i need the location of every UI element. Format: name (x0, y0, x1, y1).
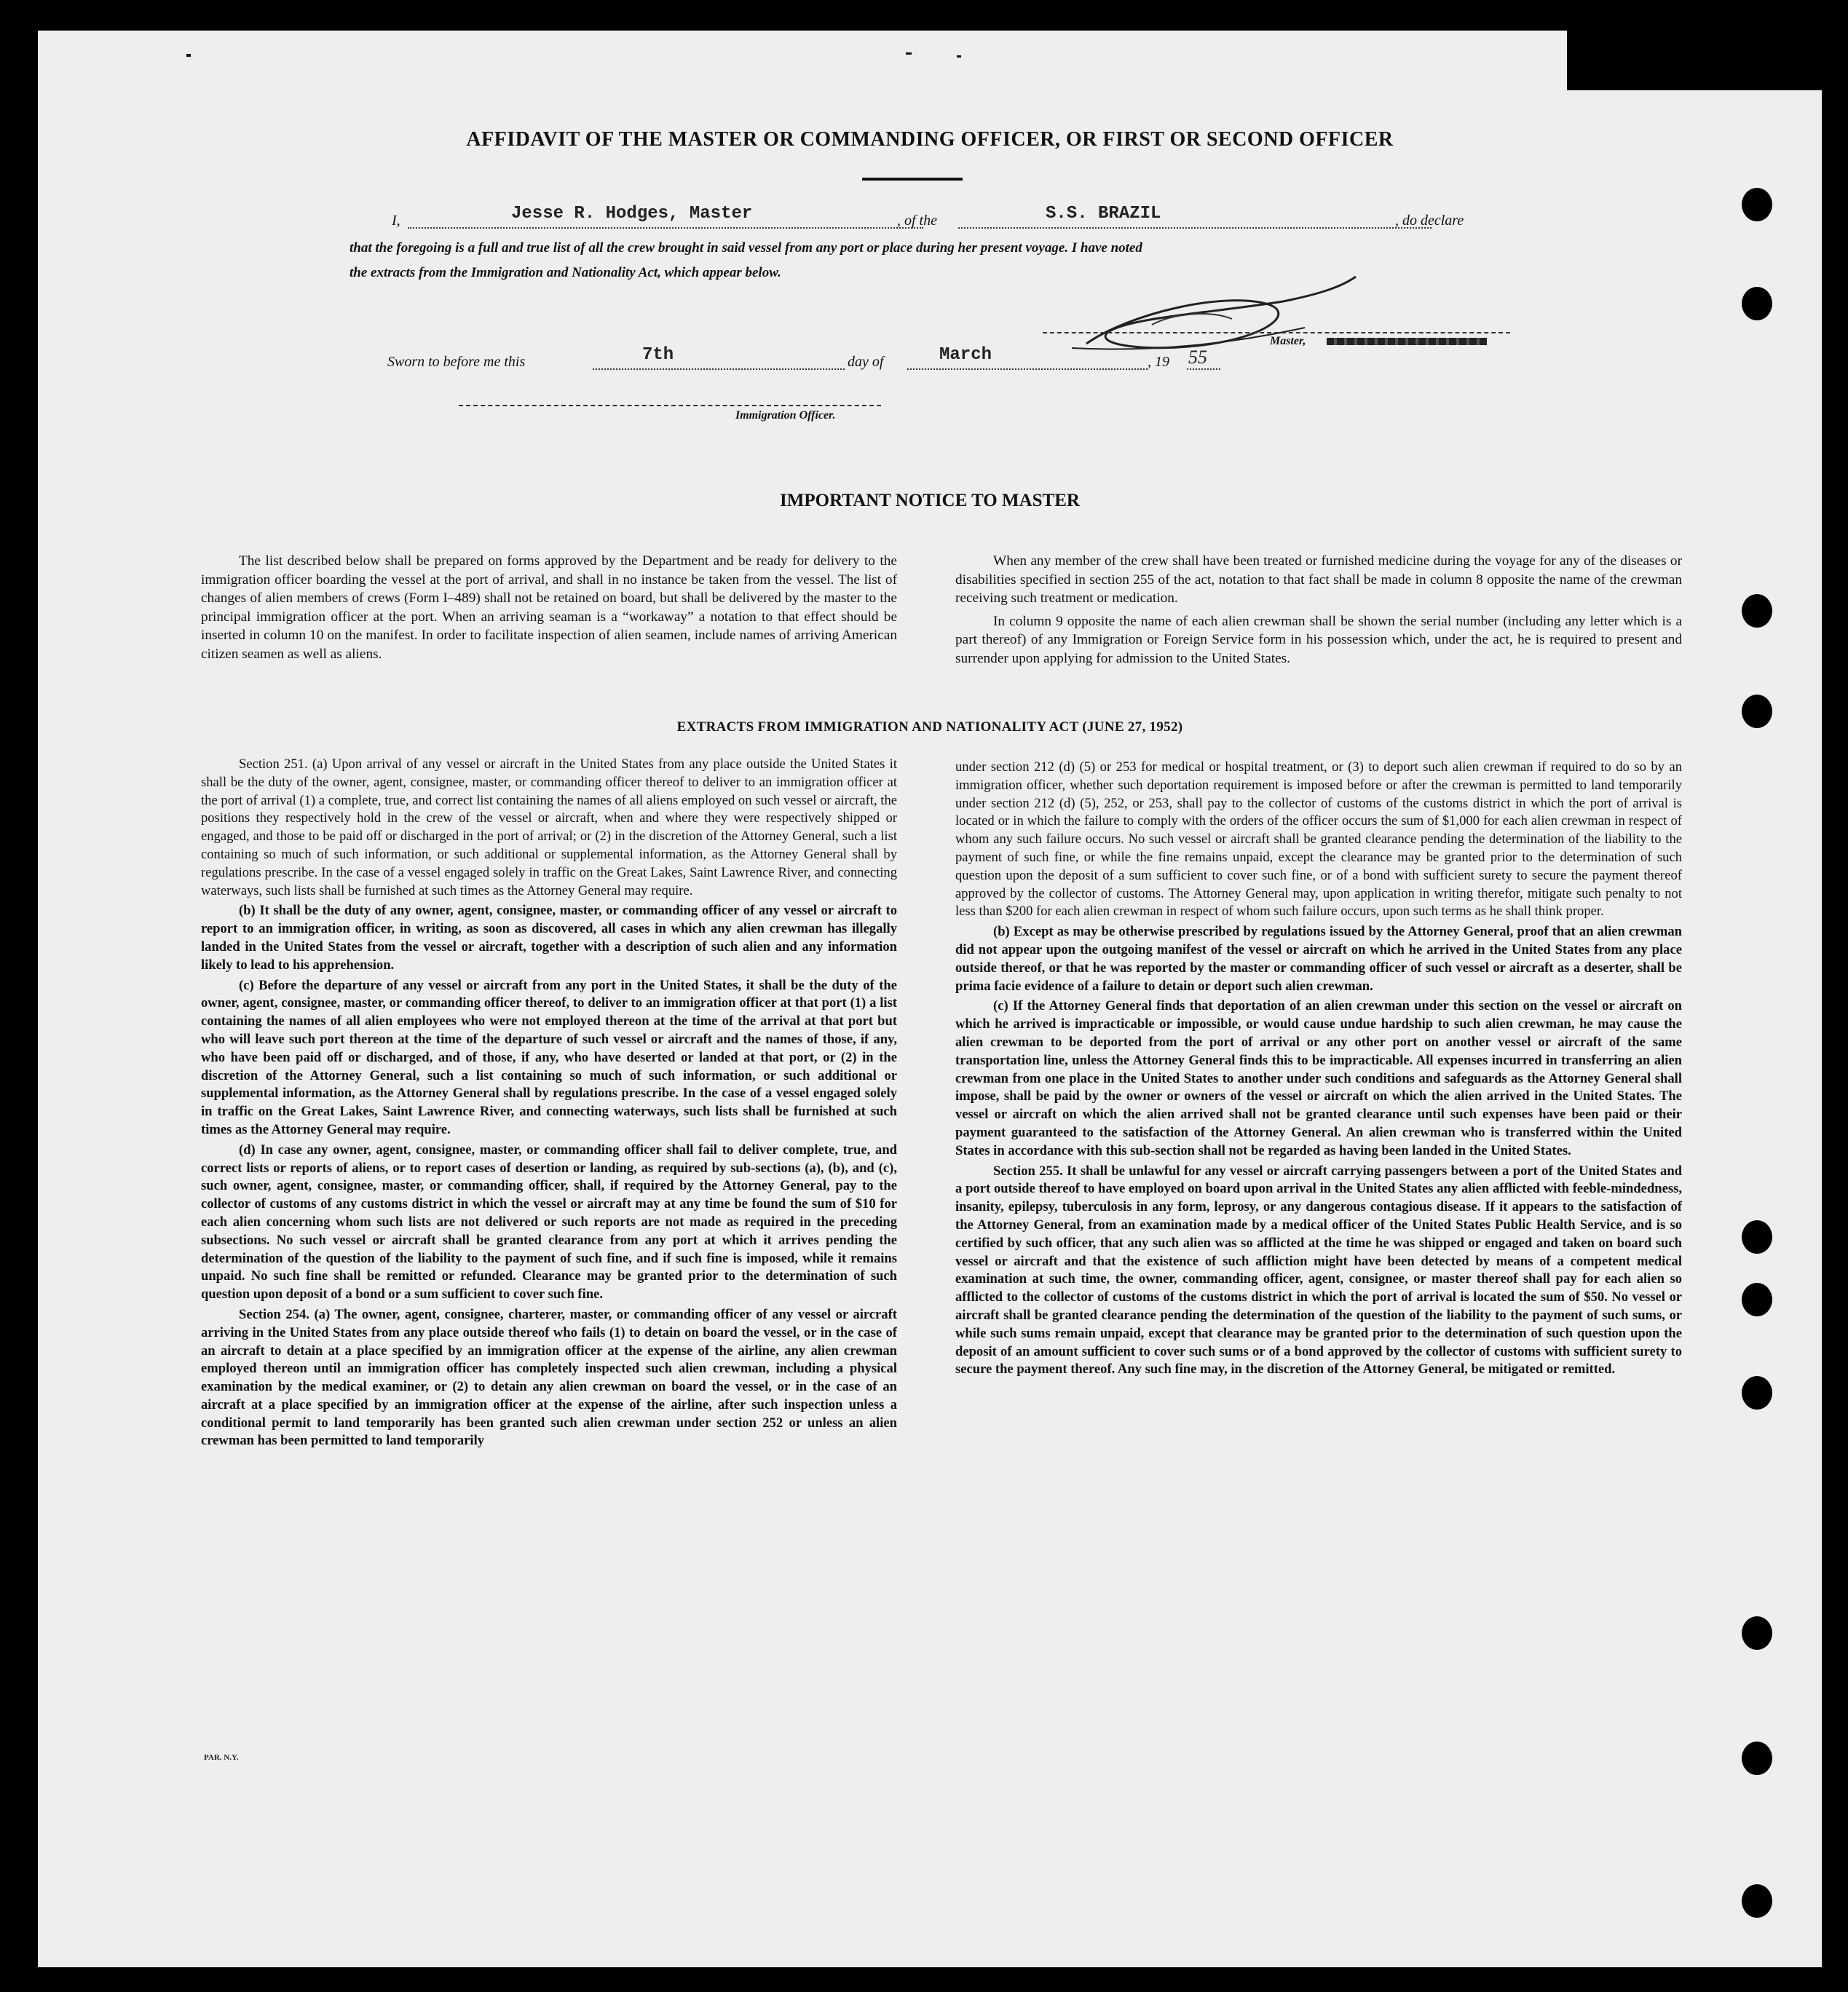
section-254-a-continued: under section 212 (d) (5) or 253 for medical or hospital treatment, or (3) to deport such alien crewman if required to do so by an immigration officer, whether such deportation requirement is imposed before or after the crewman is permitted to land temporarily under section 212 (d) (5), 252, or 253, shall pay to the collector of customs of the customs district in which the port of arrival is located or in which the failure to comply with the orders of the officer occurs the sum of $1,000 for each alien crewman in respect of whom any such failure occurs. No such vessel or aircraft shall be granted clearance pending the determination of the liability to the payment of such fine, or while the fine remains unpaid, except the clearance may be granted prior to the determination of such question upon the deposit of a sum sufficient to cover such fine, or of a bond with sufficient surety to secure the payment thereof approved by the collector of customs. The Attorney General may, upon application in writing therefor, mitigate such penalty to not less than $200 for each alien crewman in respect of whom such failure occurs, upon such terms as he shall think proper. (955, 759, 1682, 920)
punch-hole (1742, 287, 1772, 320)
sworn-month-field[interactable]: March (939, 345, 992, 365)
punch-hole (1742, 1376, 1772, 1410)
vessel-name-field[interactable]: S.S. BRAZIL (1046, 204, 1161, 224)
declaration-line-2: the extracts from the Immigration and Nationality Act, which appear below. (350, 265, 781, 280)
document-page (38, 31, 1822, 1967)
year-prefix: , 19 (1148, 354, 1169, 370)
sworn-year-field[interactable]: 55 (1188, 347, 1207, 368)
sworn-day-field[interactable]: 7th (642, 345, 674, 365)
section-255: Section 255. It shall be unlawful for any vessel or aircraft carrying passengers between a port of the United States and a port outside thereof to have employed on board upon arrival in the United States any alien afflicted with feeble-mindedness, insanity, epilepsy, tuberculosis in any form, leprosy, or any dangerous contagious disease. If it appears to the satisfaction of the Attorney General, from an examination made by a medical officer of the United States Public Health Service, and is so certified by such officer, that any such alien was so afflicted at the time he was shipped or engaged and taken on board such vessel or aircraft and that the existence of such affliction might have been detected by means of a competent medical examination at such time, the owner, commanding officer, agent, consignee, or master thereof shall pay for each alien so afflicted to the collector of customs of the customs district in which the port of arrival is located the sum of $50. No vessel or aircraft shall be granted clearance pending the determination of the question of the liability to the payment of such sums, or while such sums remain unpaid, except that clearance may be granted prior to the determination of such question upon the deposit of an amount sufficient to cover such sums or of a bond approved by the collector of customs with sufficient surety to secure the payment thereof. Any such fine may, in the discretion of the Attorney General, be mitigated or remitted. (955, 1163, 1682, 1378)
affidavit-title: AFFIDAVIT OF THE MASTER OR COMMANDING OFFICER, OR FIRST OR SECOND OFFICER (466, 128, 1394, 151)
notice-right-paragraph-1: When any member of the crew shall have been treated or furnished medicine during the voyage for any of the diseases or disabilities specified in section 255 of the act, notation to that fact shall be made in column 8 opposite the name of the crewman receiving such treatment or medication. (955, 553, 1682, 606)
printer-mark: PAR. N.Y. (204, 1753, 239, 1762)
section-254-a: Section 254. (a) The owner, agent, consignee, charterer, master, or commanding officer of any vessel or aircraft arriving in the United States from any place outside thereof who fails (1) to detain on board the vessel, or in the case of an aircraft to detain at a place specified by an immigration officer at the expense of the airline, any alien crewman employed thereon until an immigration officer has completely inspected such alien crewman, including a physical examination by the medical examiner, or (2) to detain any alien crewman on board the vessel, or in the case of an aircraft at a place specified by an immigration officer at the expense of the airline, after such inspection unless a conditional permit to land temporarily has been granted such alien crewman under section 252 or unless an alien crewman has been permitted to land temporarily (201, 1306, 897, 1449)
of-the-label: , of the (897, 213, 937, 229)
master-signature-line (1043, 332, 1510, 333)
notice-title: IMPORTANT NOTICE TO MASTER (780, 491, 1080, 510)
notice-left-column (201, 552, 897, 666)
title-rule (862, 178, 963, 181)
section-251-c: (c) Before the departure of any vessel or aircraft from any port in the United States, it shall be the duty of the owner, agent, consignee, master, or commanding officer thereof, to deliver to an immigration officer at that port (1) a list containing the names of all alien employees who were not employed thereon at the time of the arrival at that port but who will leave such port thereon at the time of the departure of such vessel or aircraft and the names of those, if any, who have been paid off or discharged, and of those, if any, who have deserted or landed at that port, or (2) in the discretion of the Attorney General, such a list containing so much of such information, or such additional or supplemental information, as the Attorney General shall by regulations prescribe. In the case of a vessel engaged solely in traffic on the Great Lakes, Saint Lawrence River, and connecting waterways, such lists shall be furnished at such times as the Attorney General may require. (201, 977, 897, 1137)
punch-hole (1742, 1884, 1772, 1918)
notice-left-paragraph: The list described below shall be prepared on forms approved by the Department and be ready for delivery to the immigration officer boarding the vessel at the port of arrival, and shall in no instance be taken from the vessel. The list of changes of alien members of crews (Form I–489) shall not be retained on board, but shall be delivered by the master to the principal immigration officer at the port. When an arriving seaman is a “workaway” a notation to that effect should be inserted in column 10 on the manifest. In order to facilitate inspection of alien seamen, include names of arriving American citizen seamen as well as aliens. (201, 553, 897, 662)
punch-hole (1742, 1616, 1772, 1650)
section-254-b: (b) Except as may be otherwise prescribed by regulations issued by the Attorney General, proof that an alien crewman did not appear upon the outgoing manifest of the vessel or aircraft on which he arrived in the United States from any place outside thereof, or that he was reported by the master or commanding officer of such vessel or aircraft as a deserter, shall be prima facie evidence of a failure to detain or deport such alien crewman. (955, 924, 1682, 994)
i-label: I, (392, 213, 400, 229)
sworn-month-line (907, 368, 1148, 370)
page-corner-notch (1567, 31, 1822, 90)
notice-right-column (955, 552, 1682, 671)
speck (906, 52, 912, 55)
sworn-year-line (1187, 368, 1220, 370)
speck (186, 54, 191, 57)
master-name-field[interactable]: Jesse R. Hodges, Master (511, 204, 753, 224)
sworn-day-line (593, 368, 845, 370)
section-251-a: Section 251. (a) Upon arrival of any vessel or aircraft in the United States from any place outside the United States it shall be the duty of the owner, agent, consignee, master, or commanding officer thereof to deliver to an immigration officer at the port of arrival (1) a complete, true, and correct list containing the names of all aliens employed on such vessel or aircraft, the positions they respectively hold in the crew of the vessel or aircraft, when and where they were respectively shipped or engaged, and those to be paid off or discharged in the port of arrival; or (2) in the discretion of the Attorney General, such a list containing so much of such information, or such additional or supplemental information, as the Attorney General shall by regulations prescribe. In the case of a vessel engaged solely in traffic on the Great Lakes, Saint Lawrence River, and connecting waterways, such lists shall be furnished at such times as the Attorney General may require. (201, 756, 897, 898)
sworn-label: Sworn to before me this (387, 354, 526, 370)
struck-out-text (1327, 338, 1487, 345)
section-251-d: (d) In case any owner, agent, consignee, master, or commanding officer shall fail to deliver complete, true, and correct lists or reports of aliens, or to report cases of desertion or landing, as required by sub-sections (a), (b), and (c), such owner, agent, consignee, master, or commanding officer, shall, if required by the Attorney General, pay to the collector of customs of any customs district in which the vessel or aircraft may at any time be found the sum of $10 for each alien concerning whom such lists are not delivered or such reports are not made as required in the preceding subsections. No such vessel or aircraft shall be granted clearance from any port at which it arrives pending the determination of the question of the liability to the payment of such fine, and if such fine is imposed, while it remains unpaid. No such fine shall be remitted or refunded. Clearance may be granted prior to the determination of such question upon deposit of a bond or a sum sufficient to cover such fine. (201, 1142, 897, 1303)
notice-right-paragraph-2: In column 9 opposite the name of each alien crewman shall be shown the serial number (including any letter which is a part thereof) of any Immigration or Foreign Service form in his possession which, under the act, he is required to present and surrender upon applying for admission to the United States. (955, 613, 1682, 666)
extracts-left-column (201, 756, 897, 1452)
speck (957, 55, 961, 58)
section-251-b: (b) It shall be the duty of any owner, agent, consignee, master, or commanding officer of any vessel or aircraft to report to an immigration officer, in writing, as soon as discovered, all cases in which any alien crewman has illegally landed in the United States from the vessel or aircraft, together with a description of such alien and any information likely to lead to his apprehension. (201, 903, 897, 973)
declaration-line-1: that the foregoing is a full and true list of all the crew brought in said vessel from any port or place during her present voyage. I have noted (350, 240, 1142, 256)
punch-hole (1742, 1742, 1772, 1775)
extracts-title: EXTRACTS FROM IMMIGRATION AND NATIONALITY ACT (JUNE 27, 1952) (676, 719, 1183, 735)
punch-hole (1742, 1220, 1772, 1254)
vessel-name-line (958, 227, 1432, 229)
officer-signature-line (459, 405, 881, 406)
day-of-label: day of (848, 354, 884, 370)
punch-hole (1742, 594, 1772, 628)
officer-label: Immigration Officer. (735, 409, 836, 422)
do-declare-label: , do declare (1395, 213, 1464, 229)
punch-hole (1742, 188, 1772, 221)
punch-hole (1742, 1283, 1772, 1316)
extracts-right-column (955, 759, 1682, 1381)
master-label: Master, (1270, 335, 1306, 347)
section-254-c: (c) If the Attorney General finds that deportation of an alien crewman under this section on the vessel or aircraft on which he arrived is impracticable or impossible, or would cause undue hardship to such alien crewman, he may cause the alien crewman to be deported from the port of arrival or any other port on another vessel or aircraft of the same transportation line, unless the Attorney General finds this to be impracticable. All expenses incurred in transferring an alien crewman from one place in the United States to another under such conditions and safeguards as the Attorney General shall impose, shall be paid by the owner or owners of the vessel or aircraft on which the alien arrived in the United States. The vessel or aircraft on which the alien arrived shall not be granted clearance until such expenses have been paid or their payment guaranteed to the satisfaction of the Attorney General. An alien crewman who is transferred within the United States in accordance with this sub-section shall not be regarded as having been landed in the United States. (955, 998, 1682, 1158)
master-name-line (408, 227, 923, 229)
